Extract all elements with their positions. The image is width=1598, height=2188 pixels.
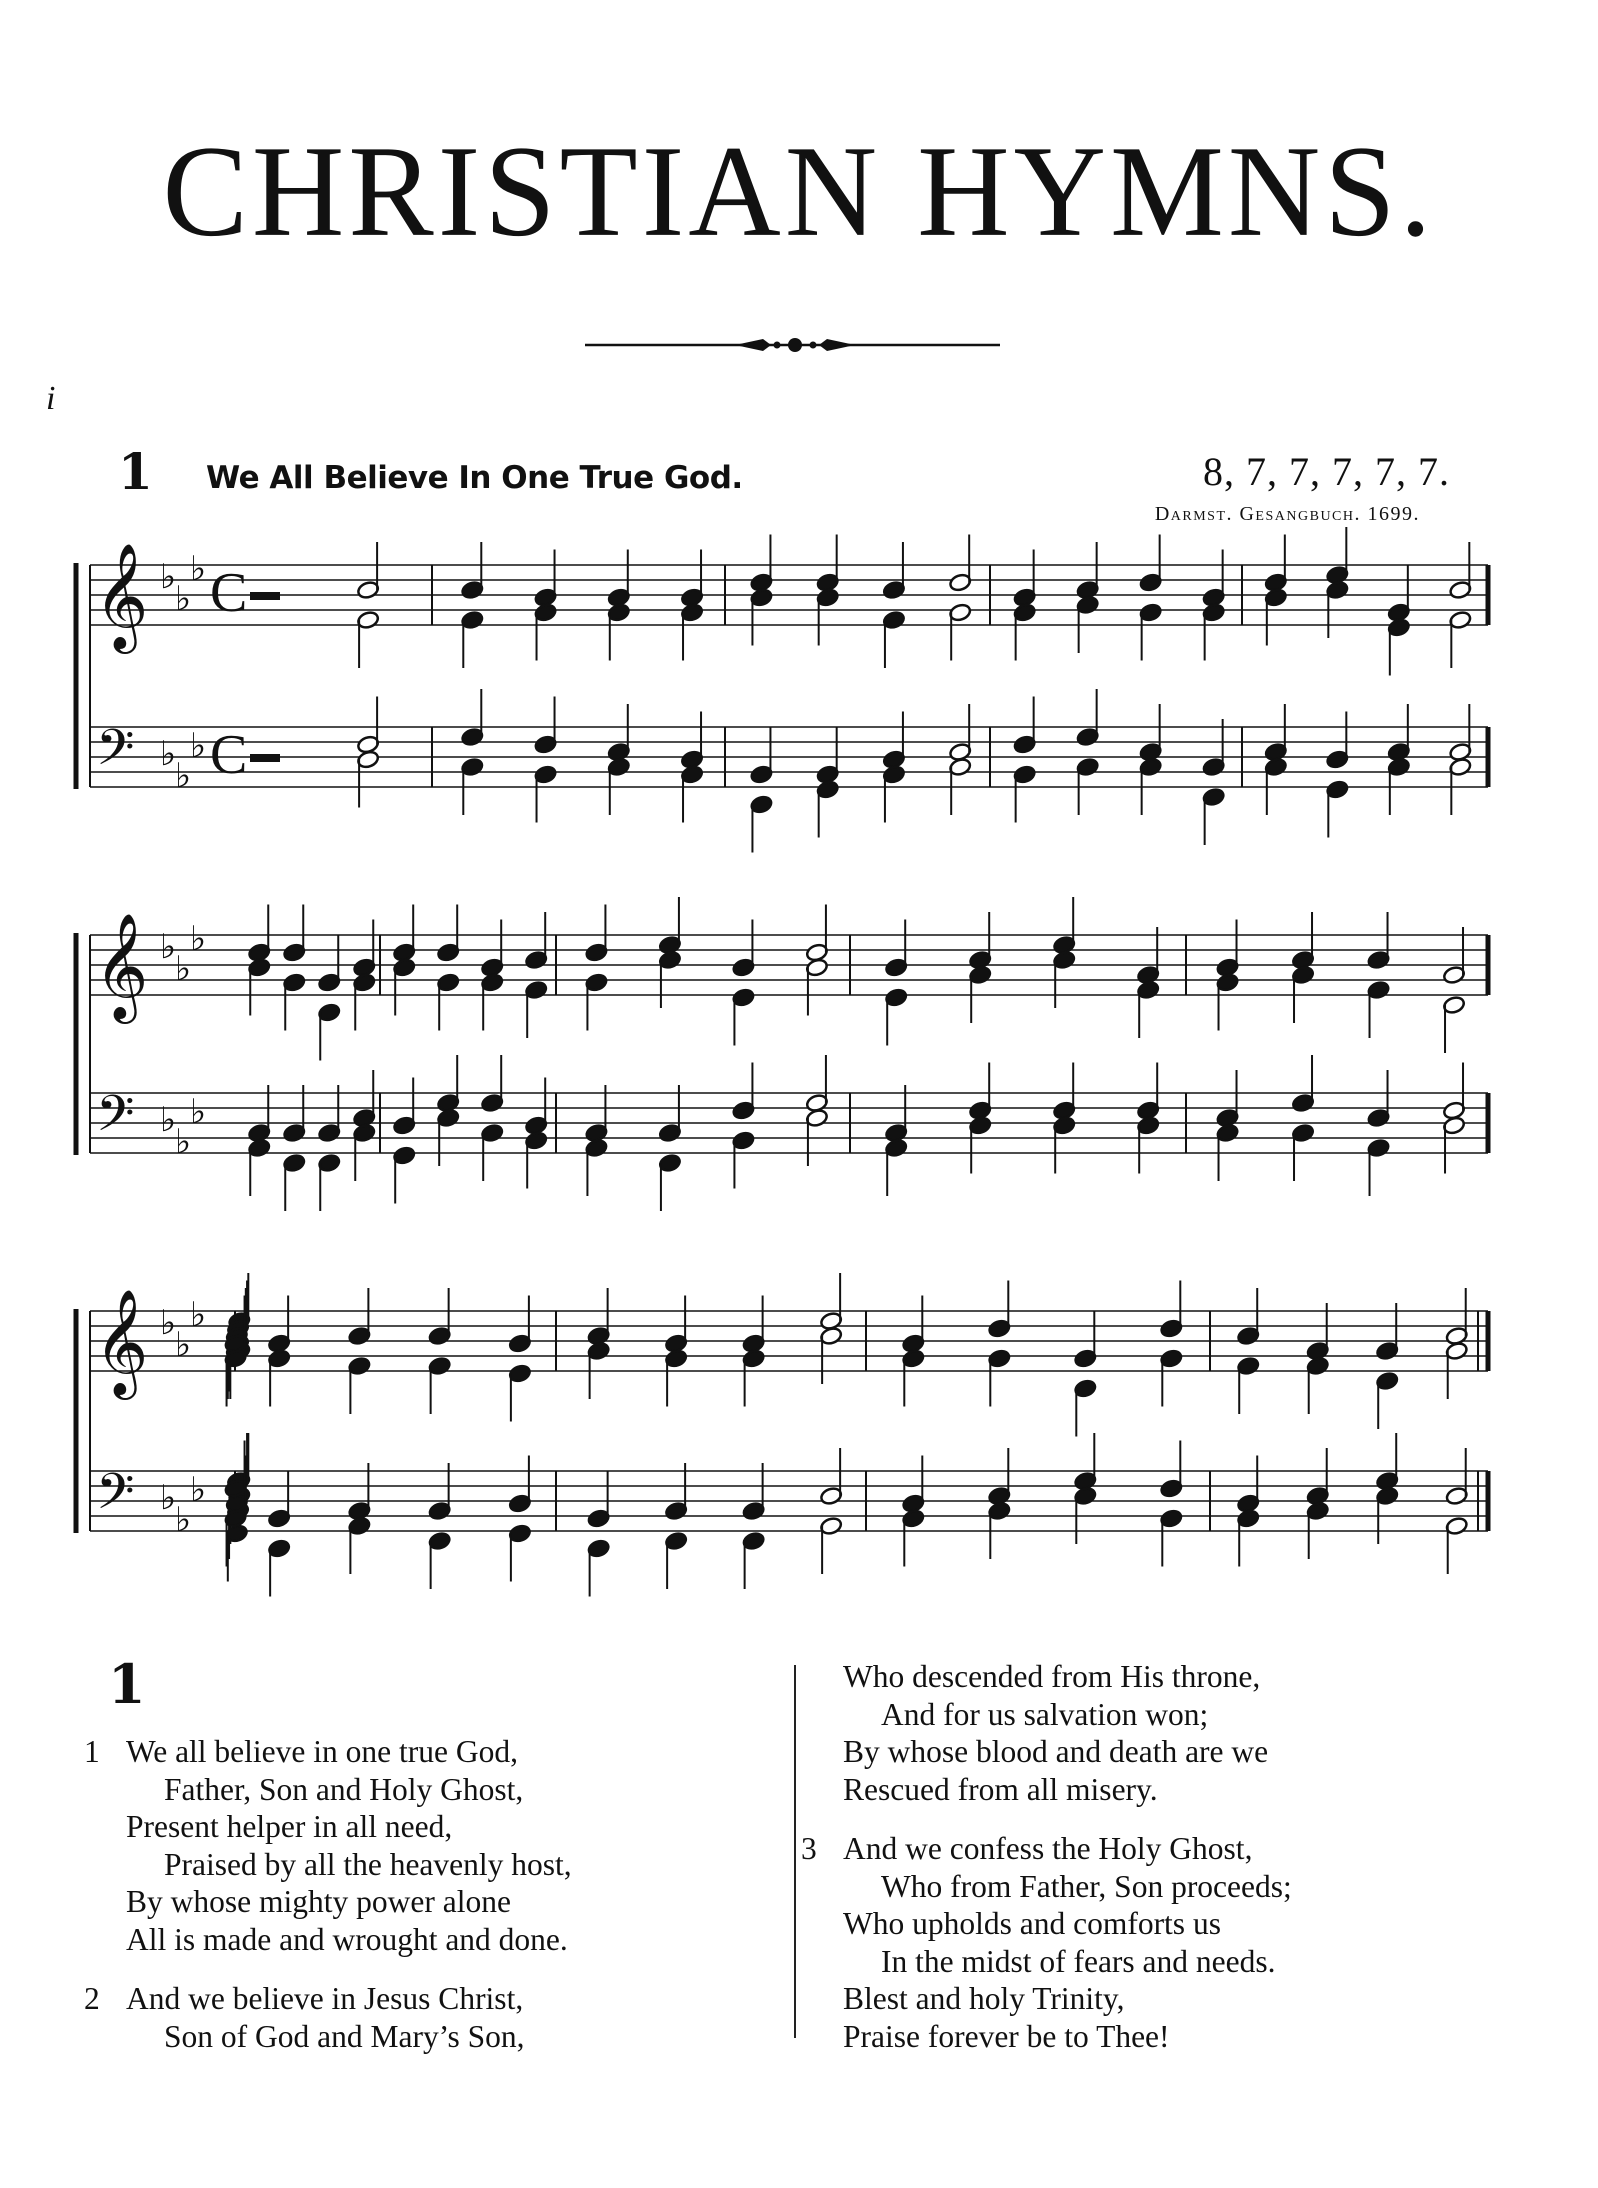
flat-sign: ♭ (190, 549, 207, 589)
hymn-number: 1 (118, 442, 153, 501)
verse-text: Blest and holy Trinity, (843, 1981, 1125, 2016)
flat-sign: ♭ (175, 949, 192, 989)
treble-clef: 𝄞 (94, 912, 149, 1019)
verse-number: 2 (84, 1981, 100, 2016)
verse-text: Rescued from all misery. (843, 1771, 1158, 1807)
flat-sign: ♭ (175, 579, 192, 619)
verse-text: And we confess the Holy Ghost, (843, 1831, 1253, 1866)
verse-text: And we believe in Jesus Christ, (126, 1981, 524, 2016)
verse-text: And for us salvation won; (881, 1696, 1209, 1732)
verse-text: Who descended from His throne, (843, 1659, 1261, 1694)
verse-number: 1 (84, 1734, 100, 1769)
column-divider (794, 1665, 796, 2038)
flat-sign: ♭ (190, 1092, 207, 1132)
hymn-title: We All Believe In One True God. (206, 460, 743, 496)
flat-sign: ♭ (160, 1478, 177, 1518)
flat-sign: ♭ (190, 1470, 207, 1510)
verse-text: Praised by all the heavenly host, (164, 1846, 572, 1882)
verse-text: Praise forever be to Thee! (843, 2018, 1170, 2054)
flat-sign: ♭ (175, 1122, 192, 1162)
treble-clef: 𝄞 (94, 542, 149, 649)
flat-sign: ♭ (160, 557, 177, 597)
verse-text: Son of God and Mary’s Son, (164, 2018, 525, 2054)
bass-clef: 𝄢 (96, 719, 135, 789)
verse-text: By whose mighty power alone (126, 1884, 511, 1919)
flat-sign: ♭ (175, 1500, 192, 1540)
verse-text: Father, Son and Holy Ghost, (164, 1771, 524, 1807)
verse-text: In the midst of fears and needs. (881, 1943, 1276, 1979)
text-hymn-number: 1 (108, 1652, 146, 1716)
verse-text: All is made and wrought and done. (126, 1921, 568, 1957)
verse-text: Present helper in all need, (126, 1809, 453, 1844)
flat-sign: ♭ (160, 734, 177, 774)
flat-sign: ♭ (175, 1325, 192, 1365)
flat-sign: ♭ (190, 1295, 207, 1335)
time-signature: C (210, 562, 248, 624)
flat-sign: ♭ (160, 1303, 177, 1343)
page-title: CHRISTIAN HYMNS. (162, 118, 1436, 264)
verse-text: We all believe in one true God, (126, 1734, 518, 1769)
verse-number: 3 (801, 1831, 817, 1866)
hymn-meter: 8, 7, 7, 7, 7, 7. (1203, 449, 1450, 494)
bass-clef: 𝄢 (96, 1085, 135, 1155)
verse-text: By whose blood and death are we (843, 1734, 1269, 1769)
verse-text: Who from Father, Son proceeds; (881, 1868, 1292, 1904)
margin-mark: i (46, 380, 56, 417)
time-signature: C (210, 724, 248, 786)
flat-sign: ♭ (175, 756, 192, 796)
flat-sign: ♭ (160, 1100, 177, 1140)
flat-sign: ♭ (160, 927, 177, 967)
treble-clef: 𝄞 (94, 1288, 149, 1395)
bass-clef: 𝄢 (96, 1463, 135, 1533)
half-rest (250, 592, 280, 600)
flat-sign: ♭ (190, 919, 207, 959)
half-rest (250, 754, 280, 762)
verse-text: Who upholds and comforts us (843, 1906, 1221, 1941)
hymn-source: Darmst. Gesangbuch. 1699. (1154, 503, 1420, 525)
flat-sign: ♭ (190, 726, 207, 766)
